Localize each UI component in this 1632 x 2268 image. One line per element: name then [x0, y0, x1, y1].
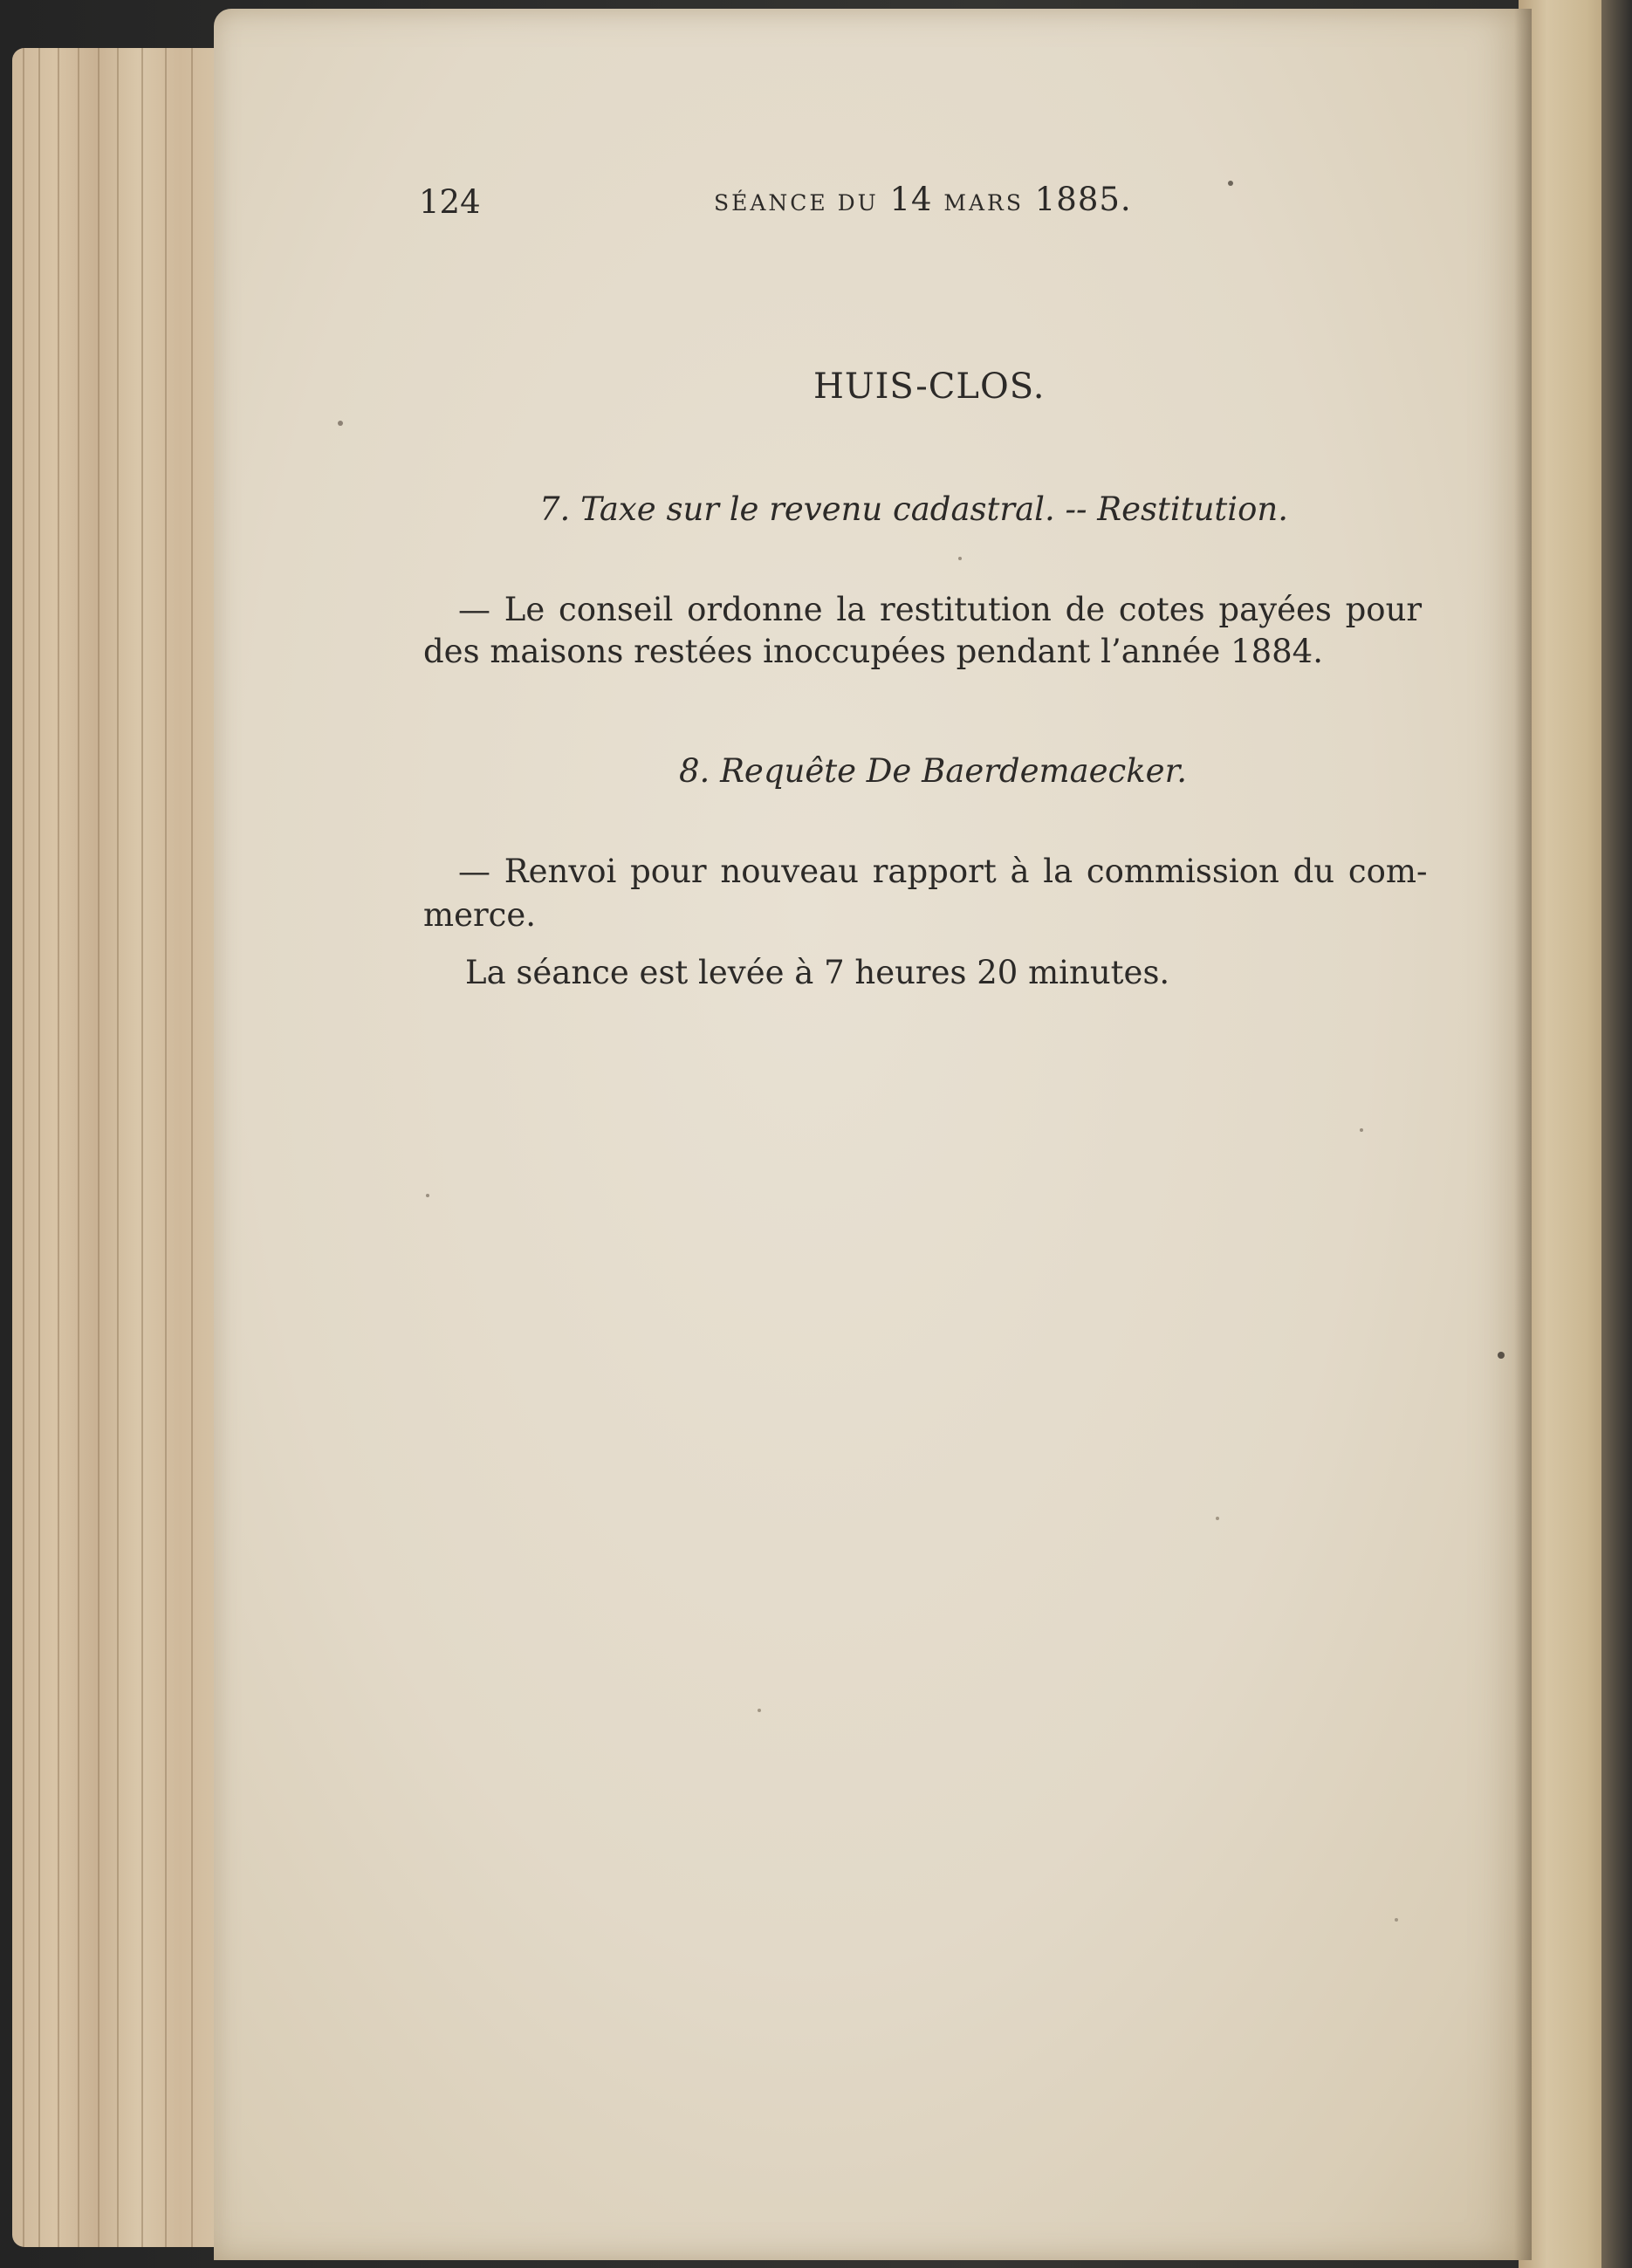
page-edge-line: [98, 48, 99, 2247]
page-edge-line: [58, 48, 59, 2247]
running-head-year: 1885.: [1034, 181, 1132, 218]
page-edge-line: [141, 48, 143, 2247]
running-head-month: MARS: [943, 190, 1024, 216]
running-head-prefix: SÉANCE DU: [714, 190, 879, 216]
page-edge-line: [38, 48, 40, 2247]
paragraph-line: des maisons restées inoccupées pendant l’année 1884.: [423, 633, 1323, 670]
book-page: [214, 9, 1532, 2260]
running-head: [714, 181, 1132, 218]
running-head-day: 14: [889, 181, 933, 218]
paragraph-line: — Le conseil ordonne la restitution de cotes payées pour: [458, 591, 1423, 628]
page-fold-shadow: [1514, 9, 1532, 2260]
page-edge-line: [23, 48, 24, 2247]
page-edge-line: [117, 48, 119, 2247]
binding-shadow: [1601, 0, 1632, 2268]
item-heading-7: 7. Taxe sur le revenu cadastral. -- Restitution.: [539, 490, 1288, 528]
page-edges-stack: [12, 48, 222, 2247]
section-title: HUIS-CLOS.: [813, 367, 1046, 407]
page-edge-line: [165, 48, 167, 2247]
paragraph-line: — Renvoi pour nouveau rapport à la commission du com-: [458, 853, 1428, 890]
item-heading-8: 8. Requête De Baerdemaecker.: [679, 752, 1187, 790]
closing-line: La séance est levée à 7 heures 20 minutes.: [465, 954, 1170, 991]
page-number: 124: [419, 183, 481, 221]
page-edge-line: [78, 48, 79, 2247]
page-edge-line: [191, 48, 193, 2247]
paragraph-line: merce.: [423, 896, 537, 934]
